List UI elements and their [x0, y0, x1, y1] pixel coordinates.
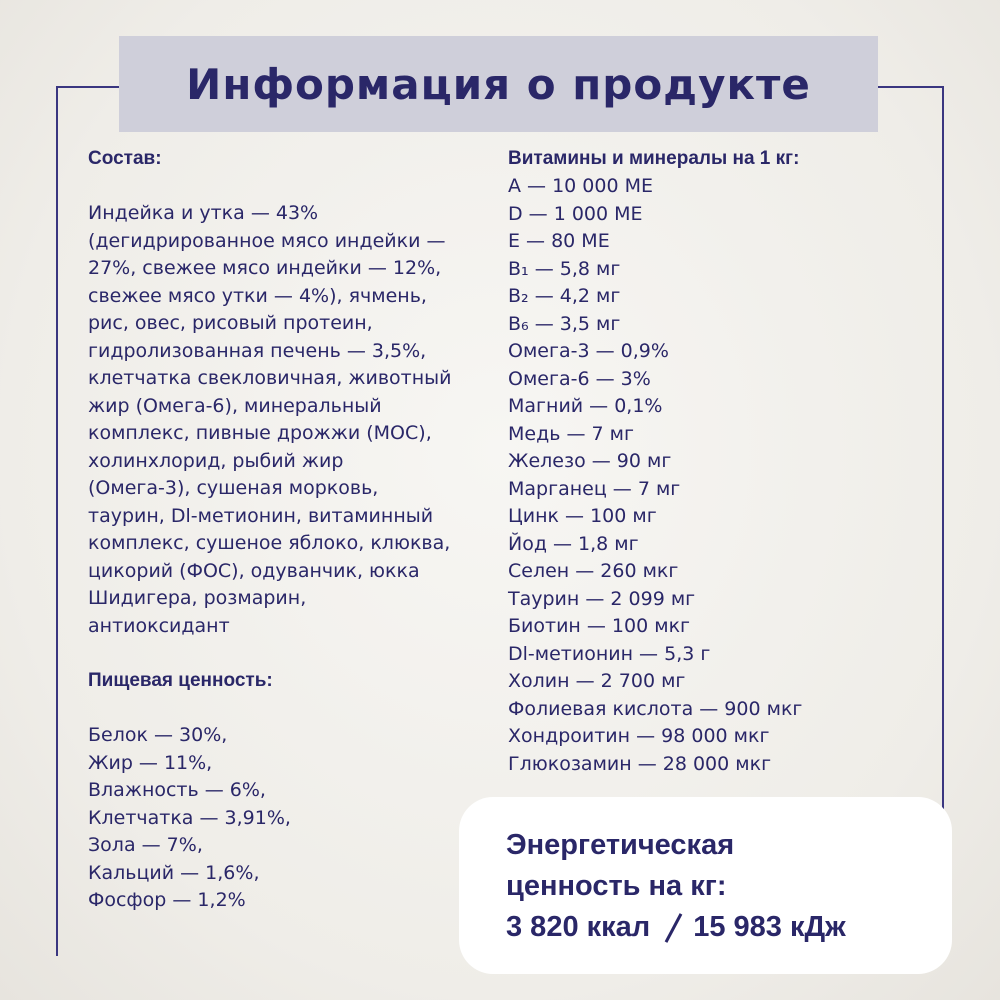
composition-heading: Состав: [88, 148, 162, 169]
vitamin-item: Цинк — 100 мг [508, 505, 657, 527]
vitamin-item: Фолиевая кислота — 900 мкг [508, 697, 803, 720]
vitamin-item: Таурин — 2 099 мг [508, 587, 696, 610]
composition-line: Индейка и утка — 43% [88, 202, 319, 224]
nutrition-heading: Пищевая ценность: [88, 670, 273, 691]
nutrition-item: Зола — 7%, [88, 834, 203, 856]
nutrition-list [88, 722, 498, 915]
composition-line: Шидигера, розмарин, [88, 587, 307, 609]
composition-line: комплекс, пивные дрожжи (МОС), [88, 422, 432, 444]
composition-line: клетчатка свекловичная, животный [88, 367, 452, 389]
composition-line: антиоксидант [88, 614, 230, 637]
nutrition-item: Жир — 11%, [88, 751, 213, 774]
composition-line: жир (Омега-6), минеральный [88, 394, 382, 417]
right-column [508, 145, 928, 778]
composition-line: рис, овес, рисовый протеин, [88, 312, 373, 334]
energy-kcal: 3 820 ккал [506, 911, 651, 943]
composition-line: (Омега-3), сушеная морковь, [88, 477, 379, 499]
vitamin-item: Марганец — 7 мг [508, 477, 681, 500]
vitamin-item: D — 1 000 МЕ [508, 202, 643, 225]
vitamin-item: В₁ — 5,8 мг [508, 257, 621, 280]
title-banner [119, 36, 878, 132]
composition-line: холинхлорид, рыбий жир [88, 449, 344, 472]
composition-line: (дегидрированное мясо индейки — [88, 229, 446, 252]
vitamin-item: Медь — 7 мг [508, 422, 634, 445]
nutrition-item: Белок — 30%, [88, 724, 228, 746]
composition-line: таурин, Dl-метионин, витаминный [88, 504, 434, 527]
vitamin-item: Омега-3 — 0,9% [508, 340, 669, 362]
vitamin-item: Глюкозамин — 28 000 мкг [508, 752, 772, 775]
energy-kj: 15 983 кДж [693, 911, 846, 943]
vitamin-item: Е — 80 МЕ [508, 230, 610, 252]
energy-label-line2: ценность на кг: [506, 870, 727, 902]
nutrition-item: Клетчатка — 3,91%, [88, 806, 291, 829]
energy-value [506, 907, 952, 948]
vitamin-item: Dl-метионин — 5,3 г [508, 642, 711, 665]
nutrition-item: Фосфор — 1,2% [88, 889, 246, 911]
vitamin-item: Хондроитин — 98 000 мкг [508, 725, 770, 747]
slash-divider [665, 913, 683, 943]
vitamin-item: В₂ — 4,2 мг [508, 285, 621, 307]
vitamins-heading: Витамины и минералы на 1 кг: [508, 148, 800, 169]
page-title: Информация о продукте [186, 59, 811, 109]
vitamin-item: Йод — 1,8 мг [508, 532, 639, 555]
composition-text [88, 200, 498, 640]
vitamins-list [508, 173, 928, 778]
composition-line: свежее мясо утки — 4%), ячмень, [88, 284, 427, 307]
composition-line: 27%, свежее мясо индейки — 12%, [88, 257, 442, 279]
composition-line: гидролизованная печень — 3,5%, [88, 339, 427, 362]
left-column [88, 145, 498, 915]
vitamin-item: В₆ — 3,5 мг [508, 312, 621, 335]
nutrition-item: Влажность — 6%, [88, 779, 266, 801]
vitamin-item: А — 10 000 МЕ [508, 175, 653, 197]
vitamin-item: Магний — 0,1% [508, 395, 663, 417]
vitamin-item: Селен — 260 мкг [508, 560, 679, 582]
vitamin-item: Железо — 90 мг [508, 450, 672, 472]
nutrition-item: Кальций — 1,6%, [88, 861, 260, 884]
energy-card [459, 797, 952, 974]
vitamin-item: Холин — 2 700 мг [508, 670, 686, 692]
energy-label-line1: Энергетическая [506, 829, 735, 861]
vitamin-item: Биотин — 100 мкг [508, 615, 691, 637]
composition-line: цикорий (ФОС), одуванчик, юкка [88, 559, 420, 582]
vitamin-item: Омега-6 — 3% [508, 367, 651, 390]
composition-line: комплекс, сушеное яблоко, клюква, [88, 532, 451, 554]
